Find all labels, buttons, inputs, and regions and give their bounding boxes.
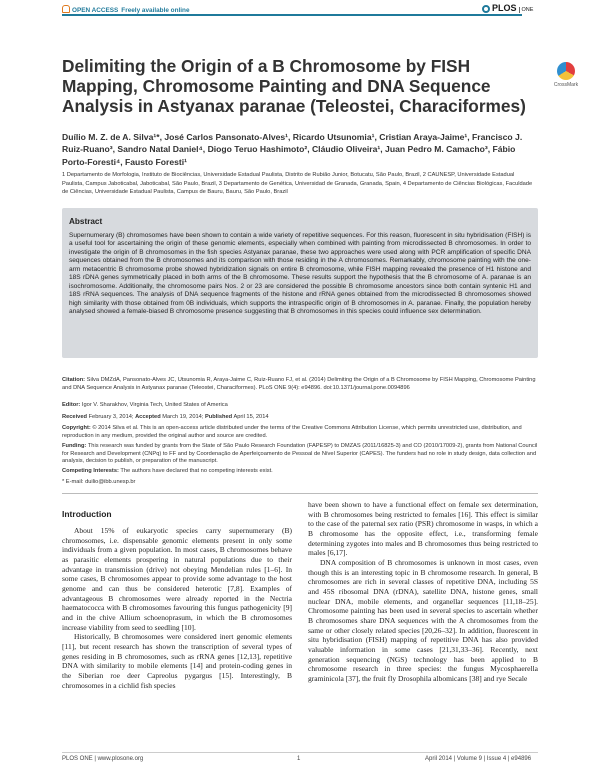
header-rule	[62, 14, 522, 16]
introduction-heading: Introduction	[62, 509, 112, 519]
right-column	[308, 500, 538, 683]
competing-interests: Competing Interests: The authors have declared that no competing interests exist.	[62, 468, 273, 474]
abstract-text: Supernumerary (B) chromosomes have been shown to contain a wide variety of repetitive sequences. For this reason, fluorescent in situ hybridisation (FISH) is a useful tool for ascertaining the origin of these genomic elements, especially when combined with painting from microdissected B chromosomes. In order to investigate the origin of B chromosomes in the fish species Astyanax paranae, these two approaches were used along with PCR amplification of specific DNA sequences obtained from the B chromosomes and its comparison with those residing in the A chromosomes. Remarkably, chromosome painting with the one-arm metacentric B chromosome probe showed hybridization signals on entire B chromosome, while FISH mapping revealed the presence of H1 histone and 18S rDNA genes symmetrically placed in both arms of the B chromosome. These results support the hypothesis that the B chromosome of A. paranae is an isochromosome. Additionally, the chromosome pairs Nos. 2 or 23 are considered the possible B chromosome ancestors since both contain syntenic H1 and 18S rRNA sequences. The analysis of DNA sequence fragments of the histone and rRNA genes obtained from the microdissected B chromosomes showed high similarity with those obtained from 0B individuals, which supports the intraspecific origin of B chromosomes in A. paranae. Finally, the population hereby analysed showed a female-biased B chromosome presence suggesting that B chromosomes in this species could influence sex determination.	[69, 232, 531, 316]
page-number: 1	[297, 756, 301, 762]
footer-journal: PLOS ONE | www.plosone.org	[62, 756, 144, 762]
meta-divider	[62, 493, 538, 494]
footer-rule	[62, 752, 538, 753]
plos-logo-icon	[482, 5, 490, 13]
funding: Funding: This research was funded by grants from the State of São Paulo Research Foundation (FAPESP) to DMZAS (2011/16825-3) and CO (2010/17009-2), grants from National Council for Research and Development (CNPq) to FF and by Coordenação de Aperfeiçoamento de Pessoal de Nível Superior (CAPES). The funders had no role in study design, data collection and analysis, decision to publish, or preparation of the manuscript.	[62, 443, 538, 465]
affiliations: 1 Departamento de Morfologia, Instituto de Biociências, Universidade Estadual Paulista, Distrito de Rubião Junior, Botucatu, São Paulo, Brazil, 2 CAUNESP, Universidade Estadual Paulista, Campus Jaboticabal, Jaboticabal, São Paulo, Brazil, 3 Departamento de Genética, Universidad de Granada, Granada, Spain, 4 Departamento de Ciências Biológicas, Faculdade de Ciências, Universidade Estadual Paulista, Campus de Bauru, Bauru, São Paulo, Brazil	[62, 172, 533, 196]
open-access-lock-icon	[62, 5, 70, 13]
copyright: Copyright: © 2014 Silva et al. This is an open-access article distributed under the terms of the Creative Commons Attribution License, which permits unrestricted use, distribution, and reproduction in any medium, provided the original author and source are credited.	[62, 425, 522, 439]
footer-issue: April 2014 | Volume 9 | Issue 4 | e94896	[425, 756, 532, 762]
editor: Editor: Igor V. Sharakhov, Virginia Tech, United States of America	[62, 402, 228, 408]
paper-title: Delimiting the Origin of a B Chromosome by FISH Mapping, Chromosome Painting and DNA Sequence Analysis in Astyanax paranae (Teleostei, Characiformes)	[62, 56, 526, 116]
abstract-box	[62, 208, 538, 358]
paragraph: About 15% of eukaryotic species carry supernumerary (B) chromosomes, i.e. dispensable genomic elements present in only some individuals from a given population. In most cases, B chromosomes behave as parasitic elements prospering in natural populations due to their advantage in transmission (drive) not obeying Mendelian rules [1–6]. In some cases, B chromosomes appear to provide some advantage to the host genome and can thus be considered heterotic [7,8]. Examples of advantageous B chromosomes were already reported in the Nectria haematococca with B chromosomes favouring this fungus pathogenicity [9] and in the chive Allium schoenoprasum, in which the B chromosomes increase viability from seed to seedling [10].	[62, 526, 292, 632]
dates: Received February 3, 2014; Accepted March 19, 2014; Published April 15, 2014	[62, 414, 269, 420]
paragraph: DNA composition of B chromosomes is unknown in most cases, even though this is an interesting topic in B chromosome research. In general, B chromosomes are rich in several classes of repetitive DNA, including 5S and 45S ribosomal DNA (rDNA), satellite DNA, histone genes, small nuclear DNA, mobile elements, and organellar sequences [11,18–25]. Chromosome painting has been used in several species to ascertain whether B chromosomes share DNA sequences with the A chromosomes from the same or other closely related species [20,26–32]. In addition, fluorescent in situ hybridisation (FISH) mapping of repetitive DNA has also provided valuable information in some cases [21,31,33–36]. Recently, next generation sequencing (NGS) technology has been applied to B chromosome research in three species: the fungus Mycosphaerella graminicola [37], the fruit fly Drosophila albomicans [38] and rye Secale	[308, 557, 538, 683]
paragraph: Historically, B chromosomes were considered inert genomic elements [11], but recent research has shown the transcription of several types of genes residing in B chromosomes, such as rRNA genes [12,13], repetitive DNA with similarity to mobile elements [14] and protein-coding genes in the Siberian roe deer Capreolus pygargus [15]. Interestingly, B chromosomes in a cichlid fish species	[62, 632, 292, 690]
journal-logo: PLOS ONE	[482, 3, 533, 13]
crossmark-badge[interactable]: CrossMark	[546, 62, 586, 88]
citation: Citation: Silva DMZdA, Pansonato-Alves JC, Utsunomia R, Araya-Jaime C, Ruiz-Ruano FJ, et al. (2014) Delimiting the Origin of a B Chromosome by FISH Mapping, Chromosome Painting and DNA Sequence Analysis in Astyanax paranae (Teleostei, Characiformes). PLoS ONE 9(4): e94896. doi:10.1371/journal.pone.0094896	[62, 377, 536, 391]
crossmark-icon	[557, 62, 575, 80]
open-access-banner: OPEN ACCESS Freely available online	[62, 5, 190, 14]
left-column	[62, 526, 292, 690]
abstract-heading: Abstract	[69, 217, 103, 226]
author-list: Duílio M. Z. de A. Silva¹*, José Carlos Pansonato-Alves¹, Ricardo Utsunomia¹, Cristian Araya-Jaime¹, Francisco J. Ruiz-Ruano³, Sandro Natal Daniel⁴, Diogo Teruo Hashimoto², Cláudio Oliveira¹, Juan Pedro M. Camacho³, Fábio Porto-Foresti⁴, Fausto Foresti¹	[62, 132, 523, 167]
paragraph: have been shown to have a functional effect on female sex determination, with B chromosomes being restricted to females [16]. This effect is similar to the case of the paternal sex ratio (PSR) chromosome in wasps, in which a B chromosome has the opposite effect, i.e., transforming female determining zygotes into males and B chromosomes thus being restricted to males [6,17].	[308, 500, 538, 558]
corresponding-email[interactable]: * E-mail: duilio@ibb.unesp.br	[62, 479, 136, 485]
